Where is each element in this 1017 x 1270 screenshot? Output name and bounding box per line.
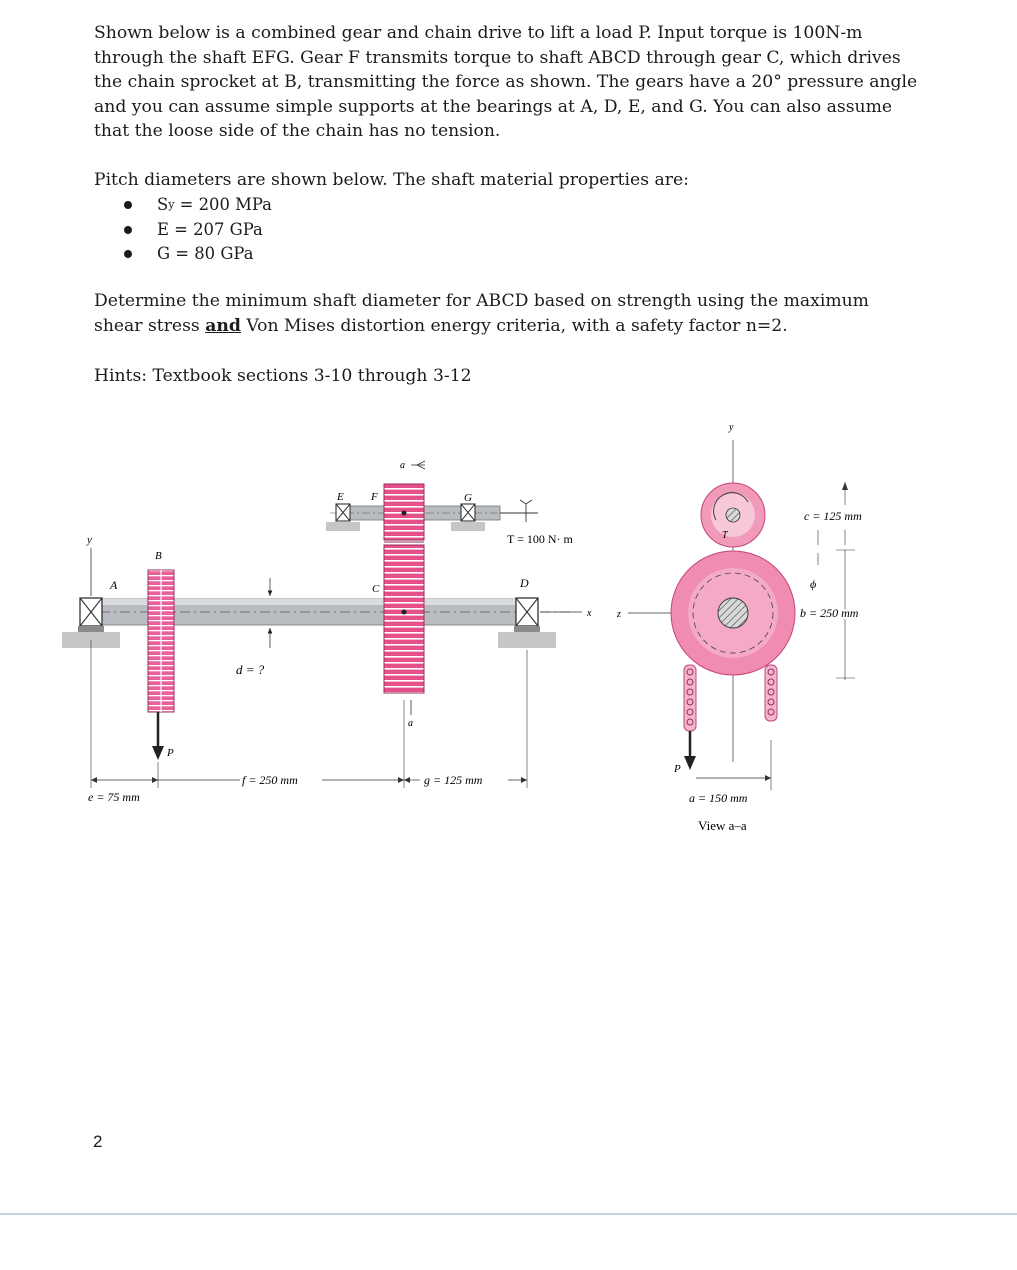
label-x: x [587, 608, 592, 619]
label-a: A [110, 578, 118, 592]
property-sy [124, 193, 272, 218]
label-t-small: T [722, 530, 728, 541]
label-d: D [520, 576, 529, 590]
task-text: shear stress [94, 315, 206, 336]
label-c: C [372, 583, 380, 595]
sy-subscript: y [168, 198, 175, 211]
label-e: E [337, 491, 344, 503]
label-y-view: y [729, 422, 734, 433]
chain-right [765, 665, 777, 721]
chain-left [684, 665, 696, 731]
label-a-dim: a = 150 mm [689, 791, 748, 805]
label-section-a-bottom: a [408, 718, 413, 729]
intro-line: that the loose side of the chain has no tension. [94, 121, 501, 142]
task-line: Determine the minimum shaft diameter for ABCD based on strength using the maximum [94, 291, 869, 311]
gear-c [384, 545, 424, 693]
intro-line: and you can assume simple supports at the bearings at A, D, E, and G. You can also assume [94, 96, 893, 117]
label-e-dim: e = 75 mm [88, 790, 140, 804]
page-number: 2 [93, 1132, 103, 1151]
sy-value: = 200 MPa [174, 195, 272, 214]
property-g [124, 242, 272, 267]
material-properties-list [124, 193, 272, 267]
torque-symbol [500, 500, 538, 522]
label-section-a-top: a [400, 460, 405, 471]
label-phi: ϕ [810, 577, 817, 591]
intro-line: the chain sprocket at B, transmitting the force as shown. The gears have a 20° pressure angle [94, 72, 918, 93]
hints-paragraph: Hints: Textbook sections 3-10 through 3-12 [94, 366, 472, 386]
g-value: G = 80 GPa [157, 244, 254, 263]
label-f-dim: f = 250 mm [242, 773, 298, 787]
e-value: E = 207 GPa [157, 219, 263, 239]
label-y: y [87, 534, 92, 546]
label-p: P [167, 747, 174, 759]
bullet-icon [124, 201, 132, 209]
label-view: View a–a [698, 818, 747, 833]
emphasis-and: and [205, 315, 241, 336]
label-z: z [617, 609, 621, 620]
task-text: Von Mises distortion energy criteria, with a safety factor n=2. [240, 315, 788, 336]
task-line [94, 314, 994, 339]
label-f: F [371, 491, 378, 503]
side-view [62, 460, 592, 804]
label-g-dim: g = 125 mm [424, 773, 483, 787]
task-paragraph [94, 289, 994, 338]
label-p-view: P [674, 763, 681, 775]
page-bottom-divider [0, 1213, 1017, 1215]
label-torque: T = 100 N· m [507, 532, 573, 546]
gear-chain-drive-figure [0, 410, 1017, 1270]
label-b-dim: b = 250 mm [800, 606, 859, 620]
sy-symbol: S [157, 195, 169, 214]
intro-line: Shown below is a combined gear and chain drive to lift a load P. Input torque is 100N-m [94, 23, 863, 43]
label-d-unknown: d = ? [236, 662, 265, 677]
property-e [124, 218, 272, 243]
bullet-icon [124, 226, 132, 234]
intro-line: through the shaft EFG. Gear F transmits torque to shaft ABCD through gear C, which drives [94, 47, 901, 68]
bullet-icon [124, 250, 132, 258]
label-b: B [155, 550, 162, 562]
pitch-paragraph: Pitch diameters are shown below. The shaft material properties are: [94, 170, 689, 190]
label-g: G [464, 492, 472, 504]
label-c-dim: c = 125 mm [804, 509, 862, 523]
view-a-a [616, 422, 862, 833]
intro-paragraph [94, 21, 994, 144]
